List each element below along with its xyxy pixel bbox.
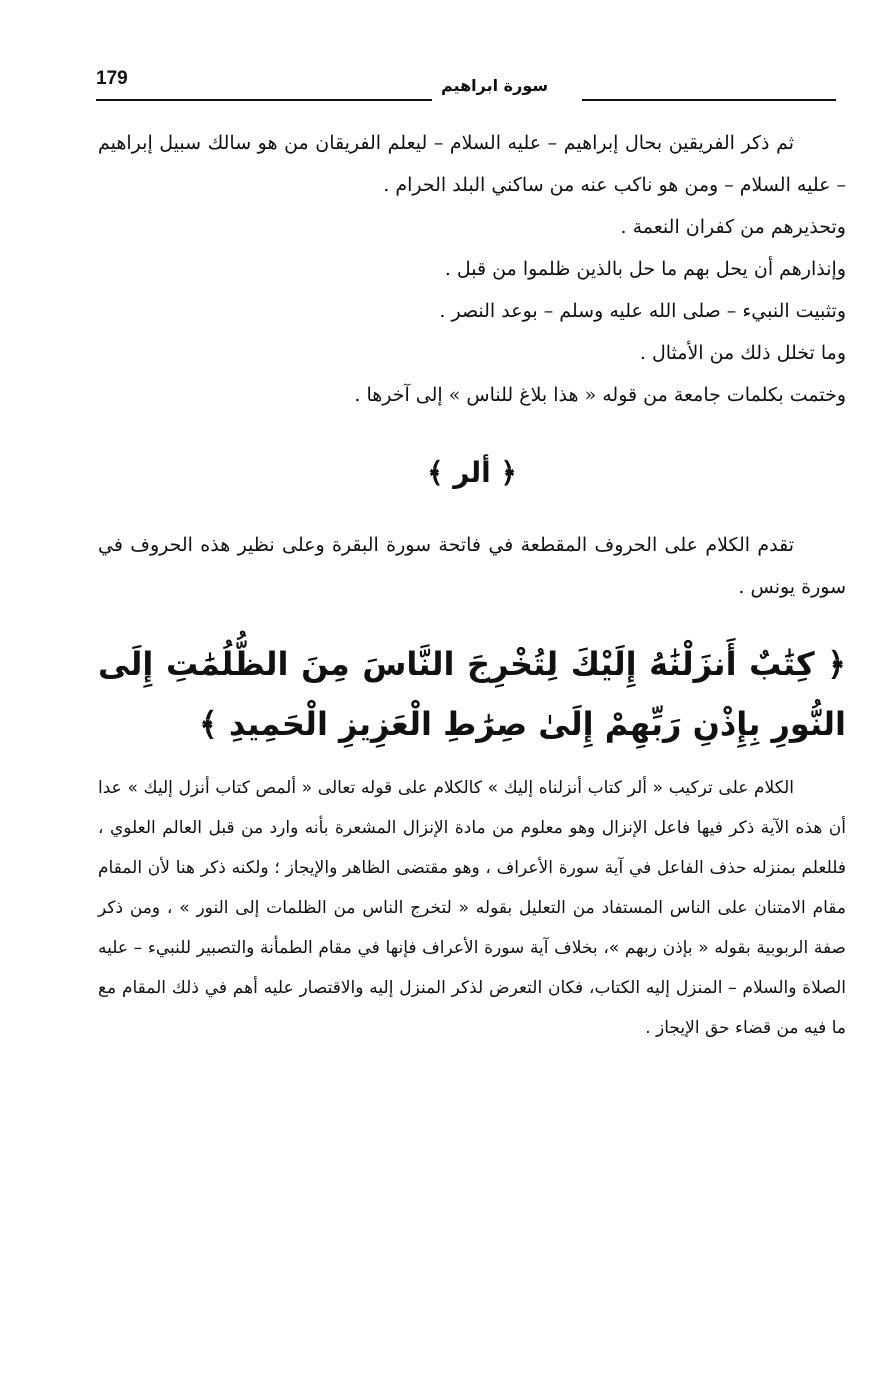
running-title: سورة ابراهيم bbox=[441, 76, 549, 95]
section-paragraph: تقدم الكلام على الحروف المقطعة في فاتحة سورة البقرة وعلى نظير هذه الحروف في سورة يونس . bbox=[98, 534, 846, 598]
commentary-paragraph: الكلام على تركيب « ألر كتاب أنزلناه إليك » كالكلام على قوله تعالى « ألمص كتاب أنزل إليك » عدا أن هذه الآية ذكر فيها فاعل الإنزال وهو معلوم من مادة الإنزال المشعرة بأنه وارد من قبل العالم العلوي ، فللعلم بمنزله حذف الفاعل في آية سورة الأعراف ، وهو مقتضى الظاهر والإيجاز ؛ ولكنه ذكر هنا لأن المقام مقام الامتنان على الناس المستفاد من التعليل بقوله « لتخرج الناس من الظلمات إلى النور » ، ومن ذكر صفة الربوبية بقوله « بإذن ربهم »، بخلاف آية سورة الأعراف فإنها في مقام الطمأنة والتصبير للنبيء – عليه الصلاة والسلام – المنزل إليه الكتاب، فكان التعرض لذكر المنزل إليه والاقتصار عليه أهم في ذلك المقام مع ما فيه من قضاء حق الإيجاز . bbox=[98, 778, 846, 1038]
page-header bbox=[96, 62, 836, 106]
intro-line-4: وما تخلل ذلك من الأمثال . bbox=[639, 342, 846, 364]
intro-line-2: وإنذارهم أن يحل بهم ما حل بالذين ظلموا من قبل . bbox=[444, 258, 846, 280]
section-paragraph-block bbox=[98, 524, 846, 608]
quran-verse: ﴿ كِتَٰبٌ أَنزَلْنَٰهُ إِلَيْكَ لِتُخْرِجَ النَّاسَ مِنَ الظُّلُمَٰتِ إِلَى النُّورِ بِإِذْنِ رَبِّهِمْ إِلَىٰ صِرَٰطِ الْعَزِيزِ الْحَمِيدِ ﴾ bbox=[98, 645, 846, 743]
commentary-block bbox=[98, 768, 846, 1048]
intro-line-1: وتحذيرهم من كفران النعمة . bbox=[620, 216, 846, 238]
intro-line-5: وختمت بكلمات جامعة من قوله « هذا بلاغ للناس » إلى آخرها . bbox=[354, 384, 846, 406]
intro-line-3: وتثبيت النبيء – صلى الله عليه وسلم – بوعد النصر . bbox=[439, 300, 846, 322]
intro-paragraph: ثم ذكر الفريقين بحال إبراهيم – عليه السلام – ليعلم الفريقان من هو سالك سبيل إبراهيم – عليه السلام – ومن هو ناكب عنه من ساكني البلد الحرام . bbox=[98, 132, 846, 196]
header-rule-gap bbox=[432, 96, 582, 104]
section-heading: ﴿ ألر ﴾ bbox=[427, 456, 517, 489]
page-number: 179 bbox=[96, 68, 128, 89]
intro-block bbox=[98, 122, 846, 416]
